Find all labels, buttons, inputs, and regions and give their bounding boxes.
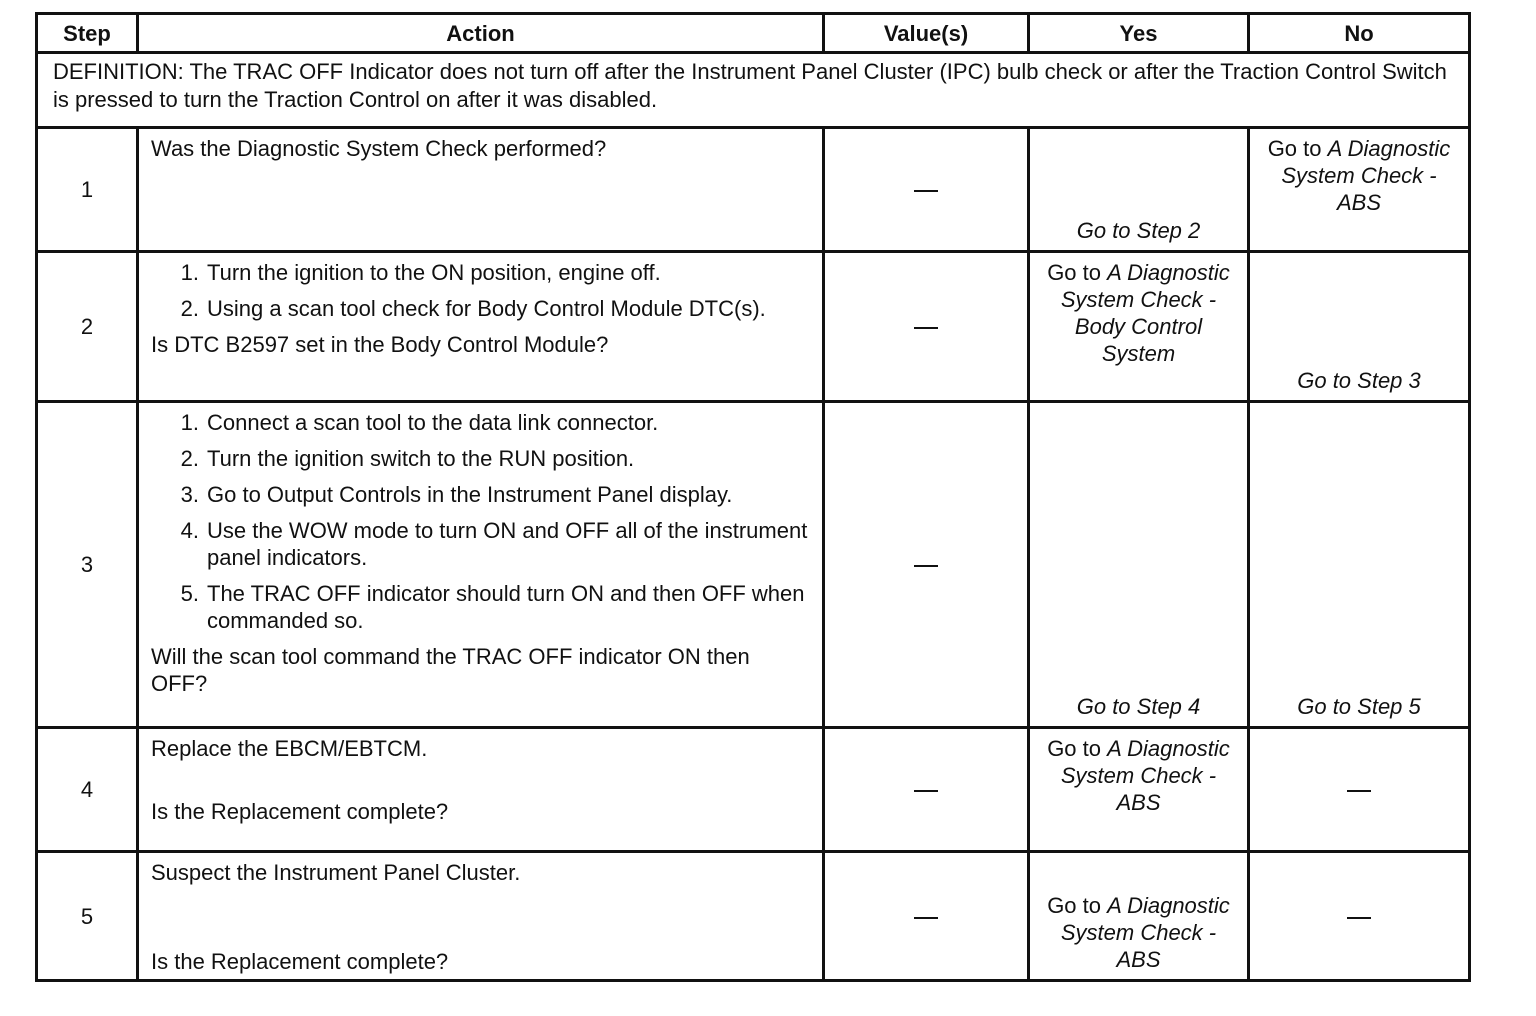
action-cell	[138, 252, 824, 402]
step-number: 5	[37, 852, 138, 981]
yes-cell	[1029, 852, 1249, 981]
header-step: Step	[37, 14, 138, 53]
step-number: 1	[37, 128, 138, 252]
list-item: 5. The TRAC OFF indicator should turn ON and then OFF when commanded so.	[180, 581, 805, 633]
list-item: 2. Using a scan tool check for Body Control Module DTC(s).	[180, 296, 766, 321]
yes-cell	[1029, 728, 1249, 852]
step-number: 4	[37, 728, 138, 852]
no-dash	[1347, 917, 1371, 919]
action-cell	[138, 128, 824, 252]
action-question: Will the scan tool command the TRAC OFF indicator ON then OFF?	[151, 644, 750, 696]
action-line: Replace the EBCM/EBTCM.	[151, 736, 428, 761]
header-values: Value(s)	[824, 14, 1029, 53]
action-cell	[138, 728, 824, 852]
table-row	[37, 728, 1470, 852]
value-dash	[914, 565, 938, 567]
value-dash	[914, 190, 938, 192]
no-link: A Diagnostic System Check - ABS	[1281, 136, 1451, 215]
list-item: 4. Use the WOW mode to turn ON and OFF all of the instrument panel indicators.	[180, 518, 808, 570]
table-header-row	[37, 14, 1470, 53]
list-item: 3. Go to Output Controls in the Instrument Panel display.	[180, 482, 733, 507]
action-question: Is the Replacement complete?	[151, 799, 449, 824]
value-dash	[914, 917, 938, 919]
list-item: 2. Turn the ignition switch to the RUN position.	[180, 446, 635, 471]
action-line: Suspect the Instrument Panel Cluster.	[151, 860, 521, 885]
list-item: 1. Turn the ignition to the ON position, engine off.	[180, 260, 661, 285]
no-cell: Go to Step 3	[1249, 252, 1470, 402]
value-cell	[824, 852, 1029, 981]
table-row	[37, 402, 1470, 728]
header-action: Action	[138, 14, 824, 53]
action-question: Is DTC B2597 set in the Body Control Module?	[151, 332, 609, 357]
value-cell	[824, 728, 1029, 852]
yes-prefix: Go to	[1047, 736, 1108, 761]
action-question: Was the Diagnostic System Check performed?	[151, 136, 607, 161]
yes-link: A Diagnostic System Check - ABS	[1060, 893, 1230, 972]
value-cell	[824, 402, 1029, 728]
table-row	[37, 252, 1470, 402]
action-cell	[138, 402, 824, 728]
yes-link: A Diagnostic System Check - Body Control System	[1060, 260, 1230, 366]
value-dash	[914, 790, 938, 792]
yes-cell	[1029, 252, 1249, 402]
diagnostic-table	[35, 12, 1471, 982]
step-number: 2	[37, 252, 138, 402]
header-yes: Yes	[1029, 14, 1249, 53]
table-row	[37, 128, 1470, 252]
no-cell	[1249, 852, 1470, 981]
header-no: No	[1249, 14, 1470, 53]
no-cell	[1249, 728, 1470, 852]
definition-row	[37, 53, 1470, 128]
yes-prefix: Go to	[1047, 260, 1108, 285]
no-prefix: Go to	[1267, 136, 1328, 161]
action-list	[151, 409, 812, 634]
yes-cell: Go to Step 2	[1029, 128, 1249, 252]
value-cell	[824, 128, 1029, 252]
no-dash	[1347, 790, 1371, 792]
value-dash	[914, 327, 938, 329]
action-cell	[138, 852, 824, 981]
table-row	[37, 852, 1470, 981]
definition-text: DEFINITION: The TRAC OFF Indicator does not turn off after the Instrument Panel Cluster (IPC) bulb check or after the Traction Control Switch is pressed to turn the Traction Control on after it was disabled.	[37, 53, 1470, 128]
action-question: Is the Replacement complete?	[151, 949, 449, 974]
action-list	[151, 259, 812, 322]
yes-prefix: Go to	[1047, 893, 1108, 918]
no-cell: Go to Step 5	[1249, 402, 1470, 728]
yes-link: A Diagnostic System Check - ABS	[1060, 736, 1230, 815]
no-cell	[1249, 128, 1470, 252]
list-item: 1. Connect a scan tool to the data link connector.	[180, 410, 659, 435]
step-number: 3	[37, 402, 138, 728]
value-cell	[824, 252, 1029, 402]
yes-cell: Go to Step 4	[1029, 402, 1249, 728]
